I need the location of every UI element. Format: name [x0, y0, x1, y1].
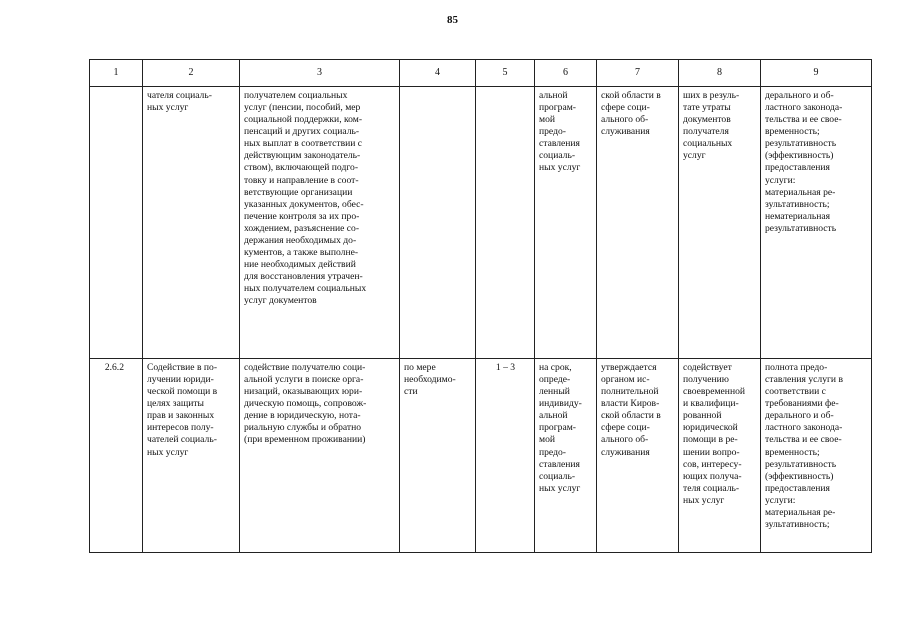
cell-number — [90, 87, 143, 359]
cell-frequency: по мере необходимо- сти — [400, 359, 476, 553]
cell-units: 1 – 3 — [476, 359, 535, 553]
header-cell: 3 — [240, 60, 400, 87]
cell-evaluation-conditions: дерального и об- ластного законода- тельства и ее свое- временность; результативность (эффективность) предоставления услуги: материальная ре- зультативность; нематериальная результативность — [761, 87, 872, 359]
cell-number: 2.6.2 — [90, 359, 143, 553]
cell-service-description: содействие получателю соци- альной услуги в поиске орга- низаций, оказывающих юри- дическую помощь, сопровож- дение в юридическую, нота- риальную службы и обратно (при временном проживании) — [240, 359, 400, 553]
services-table — [89, 59, 872, 553]
cell-tariff: утверждается органом ис- полнительной власти Киров- ской области в сфере соци- ального об- служивания — [597, 359, 679, 553]
header-cell: 2 — [143, 60, 240, 87]
header-cell: 1 — [90, 60, 143, 87]
header-cell: 6 — [535, 60, 597, 87]
cell-units — [476, 87, 535, 359]
table-row — [90, 359, 872, 553]
cell-tariff: ской области в сфере соци- ального об- служивания — [597, 87, 679, 359]
header-cell: 9 — [761, 60, 872, 87]
cell-service-name: чателя социаль- ных услуг — [143, 87, 240, 359]
cell-quality-indicators: ших в резуль- тате утраты документов получателя социальных услуг — [679, 87, 761, 359]
cell-quality-indicators: содействует получению своевременной и квалифици- рованной юридической помощи в ре- шении вопро- сов, интересу- ющих получа- теля социаль- ных услуг — [679, 359, 761, 553]
header-cell: 8 — [679, 60, 761, 87]
cell-service-description: получателем социальных услуг (пенсии, пособий, мер социальной поддержки, ком- пенсаций и других социаль- ных выплат в соответствии с действующим законодатель- ством), включающей подго- товку и направление в соот- ветствующие организации указанных документов, обес- печение контроля за их про- хождением, разъяснение со- держания необходимых до- кументов, а также выполне- ние необходимых действий для восстановления утрачен- ных получателем социальных услуг документов — [240, 87, 400, 359]
page-number: 85 — [447, 14, 458, 26]
cell-service-name: Содействие в по- лучении юриди- ческой помощи в целях защиты прав и законных интересов полу- чателей социаль- ных услуг — [143, 359, 240, 553]
cell-evaluation-conditions: полнота предо- ставления услуги в соответствии с требованиями фе- дерального и об- ластного законода- тельства и ее свое- временность; результативность (эффективность) предоставления услуги: материальная ре- зультативность; — [761, 359, 872, 553]
cell-term: на срок, опреде- ленный индивиду- альной програм- мой предо- ставления социаль- ных услуг — [535, 359, 597, 553]
header-cell: 7 — [597, 60, 679, 87]
table-row — [90, 87, 872, 359]
header-cell: 4 — [400, 60, 476, 87]
header-row — [90, 60, 872, 87]
header-cell: 5 — [476, 60, 535, 87]
cell-frequency — [400, 87, 476, 359]
cell-term: альной програм- мой предо- ставления социаль- ных услуг — [535, 87, 597, 359]
